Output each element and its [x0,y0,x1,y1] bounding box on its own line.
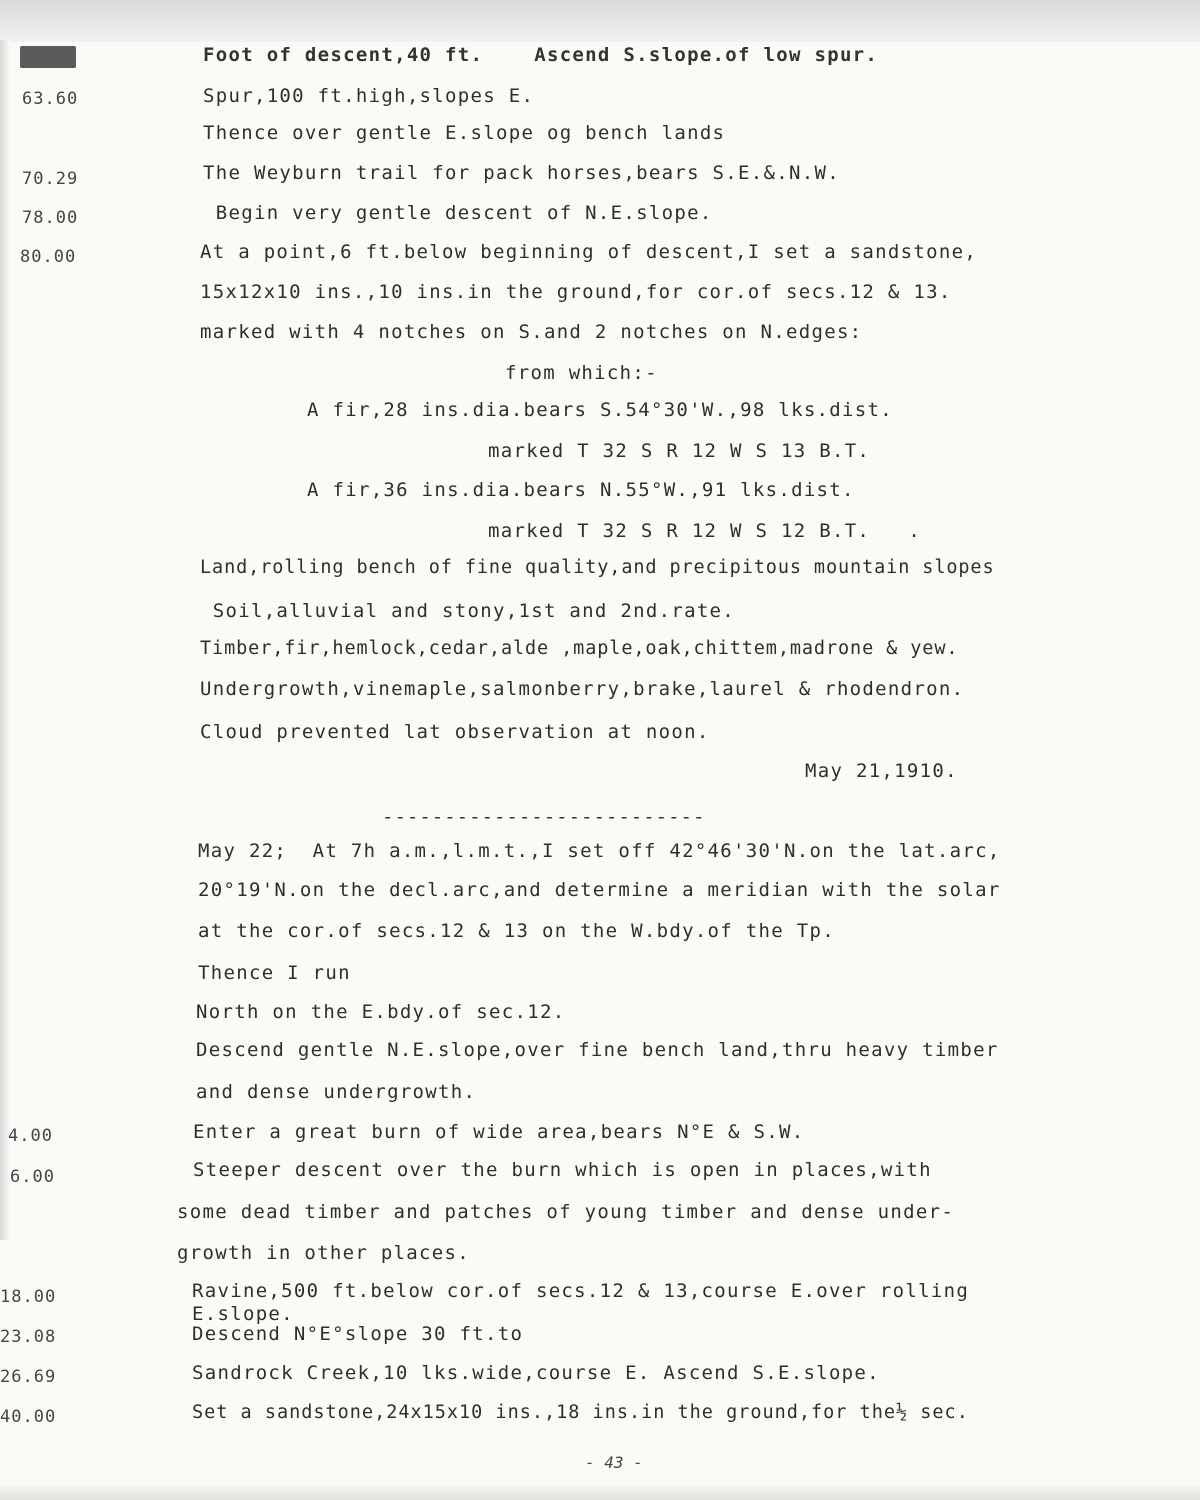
chainage-number: 6.00 [10,1167,55,1187]
scan-top-band [0,0,1200,42]
field-note-line: Thence over gentle E.slope og bench lands [203,122,726,144]
field-note-line: at the cor.of secs.12 & 13 on the W.bdy.of the Tp. [198,920,835,942]
field-note-line: marked with 4 notches on S.and 2 notches on N.edges: [200,321,863,343]
field-note-line: A fir,28 ins.dia.bears S.54°30'W.,98 lks.dist. [307,399,893,421]
chainage-number: 80.00 [20,247,77,267]
field-note-line: marked T 32 S R 12 W S 12 B.T. . [488,520,922,542]
chainage-number: 40.00 [0,1407,57,1427]
chainage-number: 59.61 [20,47,77,67]
field-note-line: Undergrowth,vinemaple,salmonberry,brake,laurel & rhodendron. [200,678,965,700]
field-note-line: A fir,36 ins.dia.bears N.55°W.,91 lks.dist. [307,479,855,501]
field-note-date: May 21,1910. [805,760,958,782]
field-note-line: and dense undergrowth. [196,1081,477,1103]
field-note-line: Timber,fir,hemlock,cedar,alde ,maple,oak,chittem,madrone & yew. [200,638,959,659]
chainage-number: 18.00 [0,1287,57,1307]
field-note-line: Set a sandstone,24x15x10 ins.,18 ins.in the ground,for the½ sec. [192,1402,969,1423]
field-note-line: 20°19'N.on the decl.arc,and determine a meridian with the solar [198,879,1001,901]
field-note-line: growth in other places. [177,1242,470,1264]
chainage-number: 70.29 [22,169,79,189]
field-note-line: Descend N°E°slope 30 ft.to [192,1323,524,1345]
scan-left-shadow [0,40,10,1240]
section-separator: -------------------------- [382,806,706,828]
field-note-line: Begin very gentle descent of N.E.slope. [203,202,713,224]
field-note-line: from which:- [505,362,658,384]
field-note-line: At a point,6 ft.below beginning of descent,I set a sandstone, [200,241,978,263]
chainage-number: 4.00 [8,1126,53,1146]
field-note-line: Land,rolling bench of fine quality,and precipitous mountain slopes [200,557,995,578]
field-note-line: May 22; At 7h a.m.,l.m.t.,I set off 42°46'30'N.on the lat.arc, [198,840,1001,862]
field-note-line: E.slope. [192,1303,294,1325]
field-note-line: Steeper descent over the burn which is open in places,with [193,1159,932,1181]
field-note-line: Soil,alluvial and stony,1st and 2nd.rate. [200,600,736,622]
scan-bottom-edge [0,1486,1200,1500]
field-note-line: marked T 32 S R 12 W S 13 B.T. [488,440,871,462]
field-note-line: Spur,100 ft.high,slopes E. [203,85,535,107]
field-note-line: Sandrock Creek,10 lks.wide,course E. Ascend S.E.slope. [192,1362,880,1384]
field-note-line: Ravine,500 ft.below cor.of secs.12 & 13,course E.over rolling [192,1280,970,1302]
field-note-line: The Weyburn trail for pack horses,bears S.E.&.N.W. [203,162,840,184]
field-note-line: Foot of descent,40 ft. Ascend S.slope.of low spur. [203,44,879,66]
chainage-number: 23.08 [0,1327,57,1347]
chainage-number: 78.00 [22,208,79,228]
field-note-line: Enter a great burn of wide area,bears N°E & S.W. [193,1121,805,1143]
field-note-line: some dead timber and patches of young timber and dense under- [177,1201,955,1223]
chainage-number: 63.60 [22,89,79,109]
field-note-line: Cloud prevented lat observation at noon. [200,721,710,743]
chainage-number: 26.69 [0,1367,57,1387]
page-number: - 43 - [585,1453,643,1472]
field-note-line: North on the E.bdy.of sec.12. [196,1001,566,1023]
field-note-line: 15x12x10 ins.,10 ins.in the ground,for cor.of secs.12 & 13. [200,281,952,303]
field-note-line: Descend gentle N.E.slope,over fine bench land,thru heavy timber [196,1039,999,1061]
field-note-line: Thence I run [198,962,351,984]
